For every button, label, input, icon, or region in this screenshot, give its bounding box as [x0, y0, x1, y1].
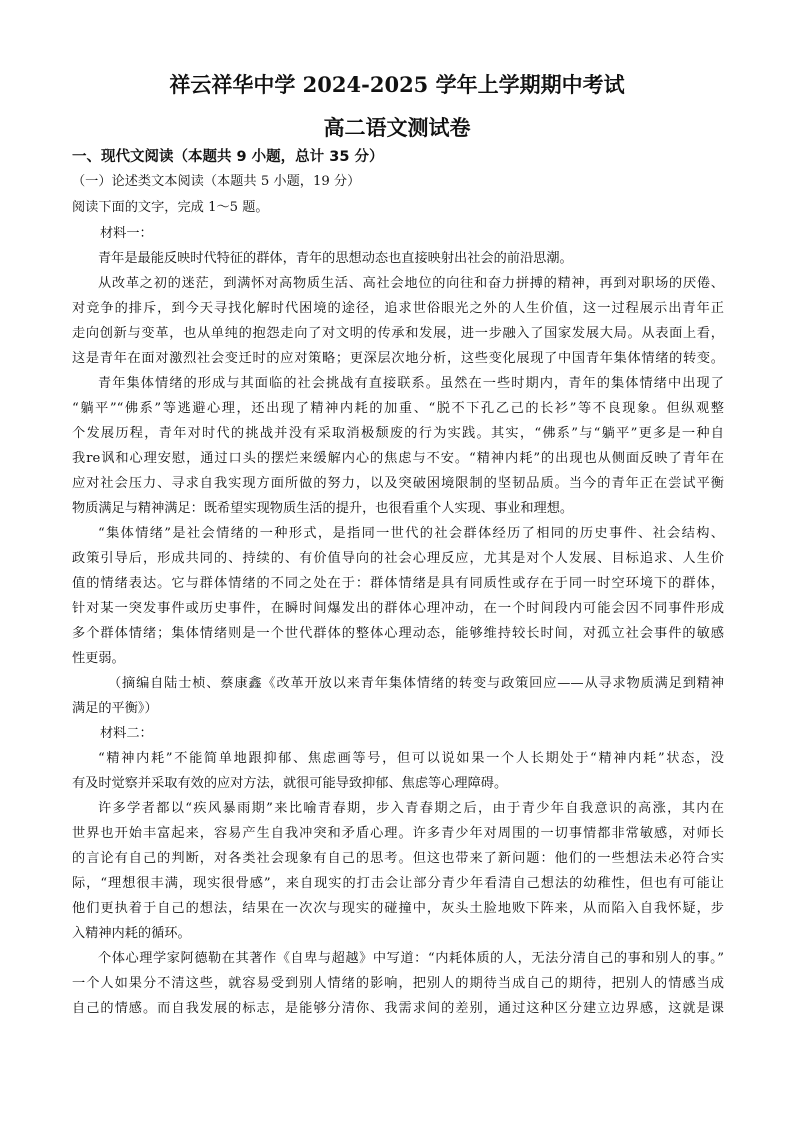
- material1-p4-line: 政策引导后，形成共同的、持续的、有价值导向的社会心理反应，尤其是对个人发展、目标追求、人生价: [72, 551, 724, 566]
- material1-p4-line: 针对某一突发事件或历史事件，在瞬时间爆发出的群体心理冲动，在一个时间段内可能会因不同事件形成: [72, 601, 724, 616]
- material2-p2-line: 际，“理想很丰满，现实很骨感”，来自现实的打击会让部分青少年看清自己想法的幼稚性，但也有可能让: [72, 876, 724, 891]
- material2-p2-line: 的言论有自己的判断，对各类社会现象有自己的思考。但这也带来了新问题：他们的一些想法未必符合实: [72, 851, 724, 866]
- material1-p4-line: 性更弱。: [72, 651, 125, 666]
- material1-source-line: 满足的平衡》）: [72, 701, 158, 716]
- subsection-heading: （一）论述类文本阅读（本题共 5 小题，19 分）: [72, 174, 361, 189]
- material1-p4-line: 多个群体情绪；集体情绪则是一个世代群体的整体心理动态，能够维持较长时间，对孤立社会事件的敏感: [72, 626, 724, 641]
- material2-p2-line: 入精神内耗的循环。: [72, 926, 191, 941]
- section-heading: 一、现代文阅读（本题共 9 小题，总计 35 分）: [72, 149, 384, 165]
- material1-p2-line: 对竞争的排斥，到今天寻找化解时代困境的途径，追求世俗眼光之外的人生价值，这一过程展示出青年正: [72, 301, 724, 316]
- material1-p3-line: 应对社会压力、寻求自我实现方面所做的努力，以及突破困境限制的坚韧品质。当今的青年正在尝试平衡: [72, 476, 724, 491]
- material1-p1-line: 青年是最能反映时代特征的群体，青年的思想动态也直接映射出社会的前沿思潮。: [98, 251, 573, 266]
- material1-p3-line: 个发展历程，青年对时代的挑战并没有采取消极颓废的行为实践。其实，“佛系”与“躺平”更多是一种自: [72, 426, 724, 441]
- material2-p2-line: 他们更执着于自己的想法，结果在一次次与现实的碰撞中，灰头土脸地败下阵来，从而陷入自我怀疑，步: [72, 901, 724, 916]
- material2-p3-line: 一个人如果分不清这些，就容易受到别人情绪的影响，把别人的期待当成自己的期待，把别人的情感当成: [72, 976, 724, 991]
- material2-p3-line: 自己的情感。而自我发展的标志，是能够分清你、我需求间的差别，通过这种区分建立边界感，这就是课: [72, 1001, 724, 1016]
- material1-p3-line: 我re讽和心理安慰，通过口头的摆烂来缓解内心的焦虑与不安。“精神内耗”的出现也从侧面反映了青年在: [72, 451, 724, 466]
- material1-p4-line: 值的情绪表达。它与群体情绪的不同之处在于：群体情绪是具有同质性或存在于同一时空环境下的群体，: [72, 576, 724, 591]
- exam-subtitle: 高二语文测试卷: [323, 115, 471, 140]
- material2-label: 材料二：: [100, 726, 153, 741]
- material2-p2-line: 世界也开始丰富起来，容易产生自我冲突和矛盾心理。许多青少年对周围的一切事情都非常敏感，对师长: [72, 826, 724, 841]
- material2-p1-line: 有及时觉察并采取有效的应对方法，就很可能导致抑郁、焦虑等心理障碍。: [72, 776, 508, 791]
- material1-p4-line: “集体情绪”是社会情绪的一种形式，是指同一世代的社会群体经历了相同的历史事件、社会结构、: [98, 526, 724, 541]
- material1-p3-line: “躺平”“佛系”等逃避心理，还出现了精神内耗的加重、“脱不下孔乙己的长衫”等不良现象。但纵观整: [72, 401, 724, 416]
- material1-p2-line: 这是青年在面对激烈社会变迁时的应对策略；更深层次地分析，这些变化展现了中国青年集体情绪的转变。: [72, 351, 724, 366]
- material1-p3-line: 青年集体情绪的形成与其面临的社会挑战有直接联系。虽然在一些时期内，青年的集体情绪中出现了: [98, 376, 724, 391]
- exam-title: 祥云祥华中学 2024-2025 学年上学期期中考试: [169, 72, 625, 97]
- material2-p1-line: “精神内耗”不能简单地跟抑郁、焦虑画等号，但可以说如果一个人长期处于“精神内耗”状态，没: [98, 751, 724, 766]
- material1-p2-line: 从改革之初的迷茫，到满怀对高物质生活、高社会地位的向往和奋力拼搏的精神，再到对职场的厌倦、: [98, 276, 724, 291]
- material1-label: 材料一：: [100, 226, 153, 241]
- reading-instruction: 阅读下面的文字，完成 1～5 题。: [72, 200, 269, 215]
- material1-p3-line: 物质满足与精神满足：既希望实现物质生活的提升，也很看重个人实现、事业和理想。: [72, 501, 574, 516]
- material2-p3-line: 个体心理学家阿德勒在其著作《自卑与超越》中写道：“内耗体质的人，无法分清自己的事和别人的事。”: [98, 951, 724, 966]
- material1-p2-line: 走向创新与变革，也从单纯的抱怨走向了对文明的传承和发展，进一步融入了国家发展大局。从表面上看，: [72, 326, 724, 341]
- material1-source-line: （摘编自陆士桢、蔡康鑫《改革开放以来青年集体情绪的转变与政策回应——从寻求物质满足到精神: [108, 676, 724, 691]
- material2-p2-line: 许多学者都以“疾风暴雨期”来比喻青春期，步入青春期之后，由于青少年自我意识的高涨，其内在: [98, 801, 724, 816]
